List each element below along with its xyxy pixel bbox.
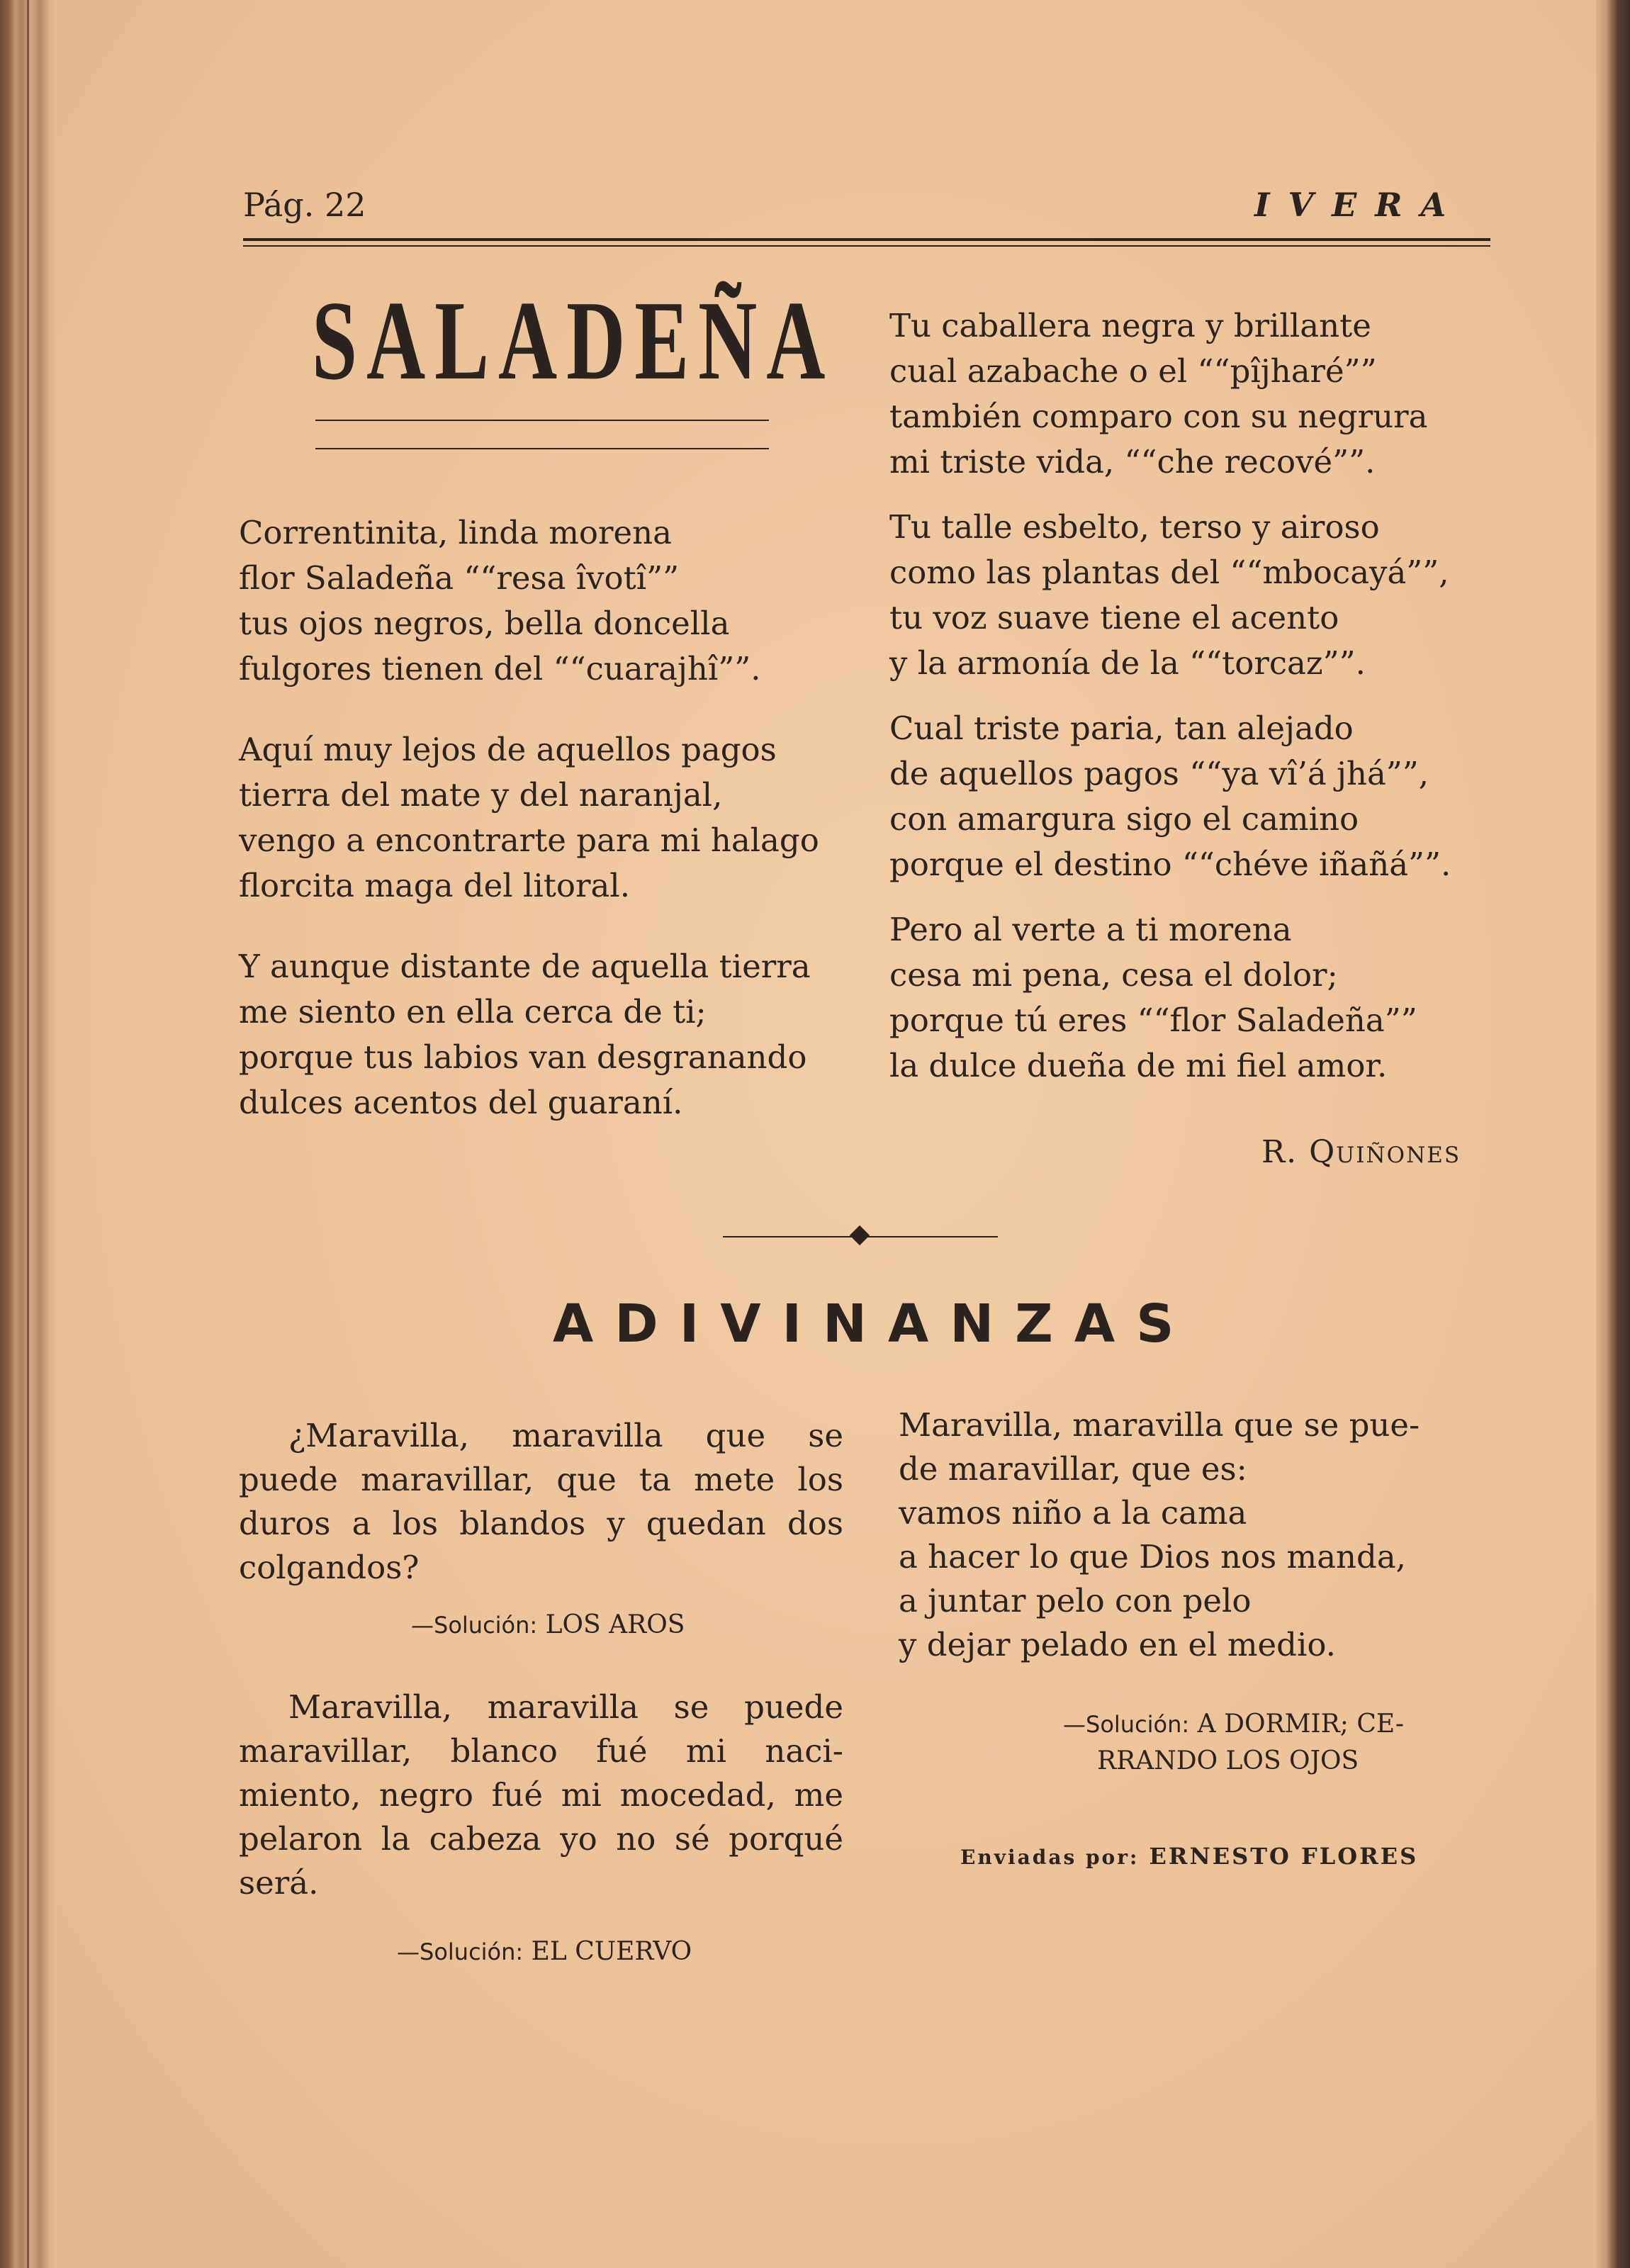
page-number: Pág. 22	[243, 186, 366, 224]
solution-text: LOS AROS	[545, 1610, 685, 1639]
riddle-line: ¿Maravilla, maravilla que se	[288, 1417, 843, 1454]
riddle-line: vamos niño a la cama	[899, 1494, 1247, 1532]
riddle-line: a juntar pelo con pelo	[899, 1582, 1252, 1619]
stanza	[239, 944, 819, 1125]
verse-line: Aquí muy lejos de aquellos pagos	[239, 731, 777, 768]
riddle-line: de maravillar, que es:	[899, 1450, 1247, 1488]
verse-line: Correntinita, linda morena	[239, 514, 672, 551]
riddle-3-solution	[1063, 1710, 1404, 1739]
verse-line: Tu talle esbelto, terso y airoso	[889, 508, 1380, 546]
verse-line: de aquellos pagos ““ya vî’á jhá””,	[889, 755, 1429, 792]
verse-line: tus ojos negros, bella doncella	[239, 605, 730, 642]
verse-line: porque tú eres ““flor Saladeña””	[889, 1001, 1417, 1039]
riddle-2-solution	[397, 1937, 692, 1966]
solution-label: —Solución:	[1063, 1711, 1190, 1738]
sent-by-name: ERNESTO FLORES	[1149, 1843, 1419, 1870]
magazine-name: IVERA	[1254, 186, 1465, 224]
verse-line: la dulce dueña de mi fiel amor.	[889, 1047, 1388, 1084]
riddle-line: Maravilla, maravilla se puede	[288, 1688, 843, 1726]
header-rule-bottom	[243, 245, 1490, 247]
verse-line: Tu caballera negra y brillante	[889, 307, 1371, 344]
solution-label: —Solución:	[411, 1612, 538, 1639]
sent-by	[960, 1843, 1418, 1870]
verse-line: cesa mi pena, cesa el dolor;	[889, 956, 1338, 994]
stanza	[239, 727, 819, 909]
title-rule-2	[315, 448, 769, 449]
riddle-3-solution-cont: RRANDO LOS OJOS	[1097, 1746, 1359, 1775]
verse-line: Cual triste paria, tan alejado	[889, 709, 1354, 747]
verse-line: vengo a encontrarte para mi halago	[239, 821, 819, 859]
riddle-line: Maravilla, maravilla que se pue-	[899, 1406, 1420, 1444]
riddle-line: miento, negro fué mi mocedad, me	[239, 1776, 843, 1814]
poem-title: SALADEÑA	[312, 277, 835, 403]
verse-line: tierra del mate y del naranjal,	[239, 776, 723, 814]
riddle-2	[239, 1685, 843, 1905]
riddle-line: y dejar pelado en el medio.	[899, 1626, 1336, 1663]
riddle-line: será.	[239, 1864, 319, 1902]
riddle-line: maravillar, blanco fué mi naci-	[239, 1732, 843, 1770]
stanza	[889, 303, 1451, 485]
riddle-3	[899, 1403, 1420, 1667]
verse-line: como las plantas del ““mbocayá””,	[889, 554, 1449, 591]
riddle-line: colgandos?	[239, 1549, 420, 1586]
riddle-line: puede maravillar, que ta mete los	[239, 1461, 843, 1498]
page-right-edge	[1596, 0, 1630, 2268]
verse-line: con amargura sigo el camino	[889, 800, 1359, 838]
verse-line: flor Saladeña ““resa îvotî””	[239, 559, 680, 597]
verse-line: también comparo con su negrura	[889, 398, 1428, 435]
verse-line: florcita maga del litoral.	[239, 867, 630, 904]
stanza	[239, 510, 819, 692]
stanza	[889, 907, 1451, 1089]
solution-label: —Solución:	[397, 1938, 524, 1965]
verse-line: dulces acentos del guaraní.	[239, 1084, 683, 1121]
poem-author: R. Quiñones	[1261, 1134, 1461, 1170]
title-rule-1	[315, 420, 769, 421]
book-binding-edge	[0, 0, 57, 2268]
verse-line: porque el destino ““chéve iñañá””.	[889, 846, 1451, 883]
verse-line: porque tus labios van desgranando	[239, 1038, 807, 1076]
sent-by-label: Enviadas por:	[960, 1846, 1140, 1869]
riddle-1-solution	[411, 1610, 685, 1639]
verse-line: Pero al verte a ti morena	[889, 911, 1292, 948]
riddles-title: ADIVINANZAS	[553, 1293, 1196, 1354]
verse-line: y la armonía de la ““torcaz””.	[889, 644, 1366, 682]
verse-line: Y aunque distante de aquella tierra	[239, 948, 811, 985]
verse-line: mi triste vida, ““che recové””.	[889, 443, 1376, 481]
verse-line: me siento en ella cerca de ti;	[239, 993, 707, 1031]
solution-text: EL CUERVO	[531, 1937, 692, 1966]
riddle-1	[239, 1414, 843, 1590]
solution-text: A DORMIR; CE-	[1197, 1710, 1404, 1739]
poem-left-column	[239, 510, 819, 1161]
header-rule-top	[243, 238, 1490, 241]
riddle-line: pelaron la cabeza yo no sé porqué	[239, 1820, 843, 1858]
stanza	[889, 505, 1451, 686]
poem-right-column	[889, 303, 1451, 1108]
verse-line: tu voz suave tiene el acento	[889, 599, 1339, 636]
riddle-line: a hacer lo que Dios nos manda,	[899, 1538, 1406, 1576]
stanza	[889, 706, 1451, 887]
verse-line: cual azabache o el ““pîjharé””	[889, 352, 1377, 390]
riddle-line: duros a los blandos y quedan dos	[239, 1505, 843, 1542]
verse-line: fulgores tienen del ““cuarajhî””.	[239, 650, 761, 687]
